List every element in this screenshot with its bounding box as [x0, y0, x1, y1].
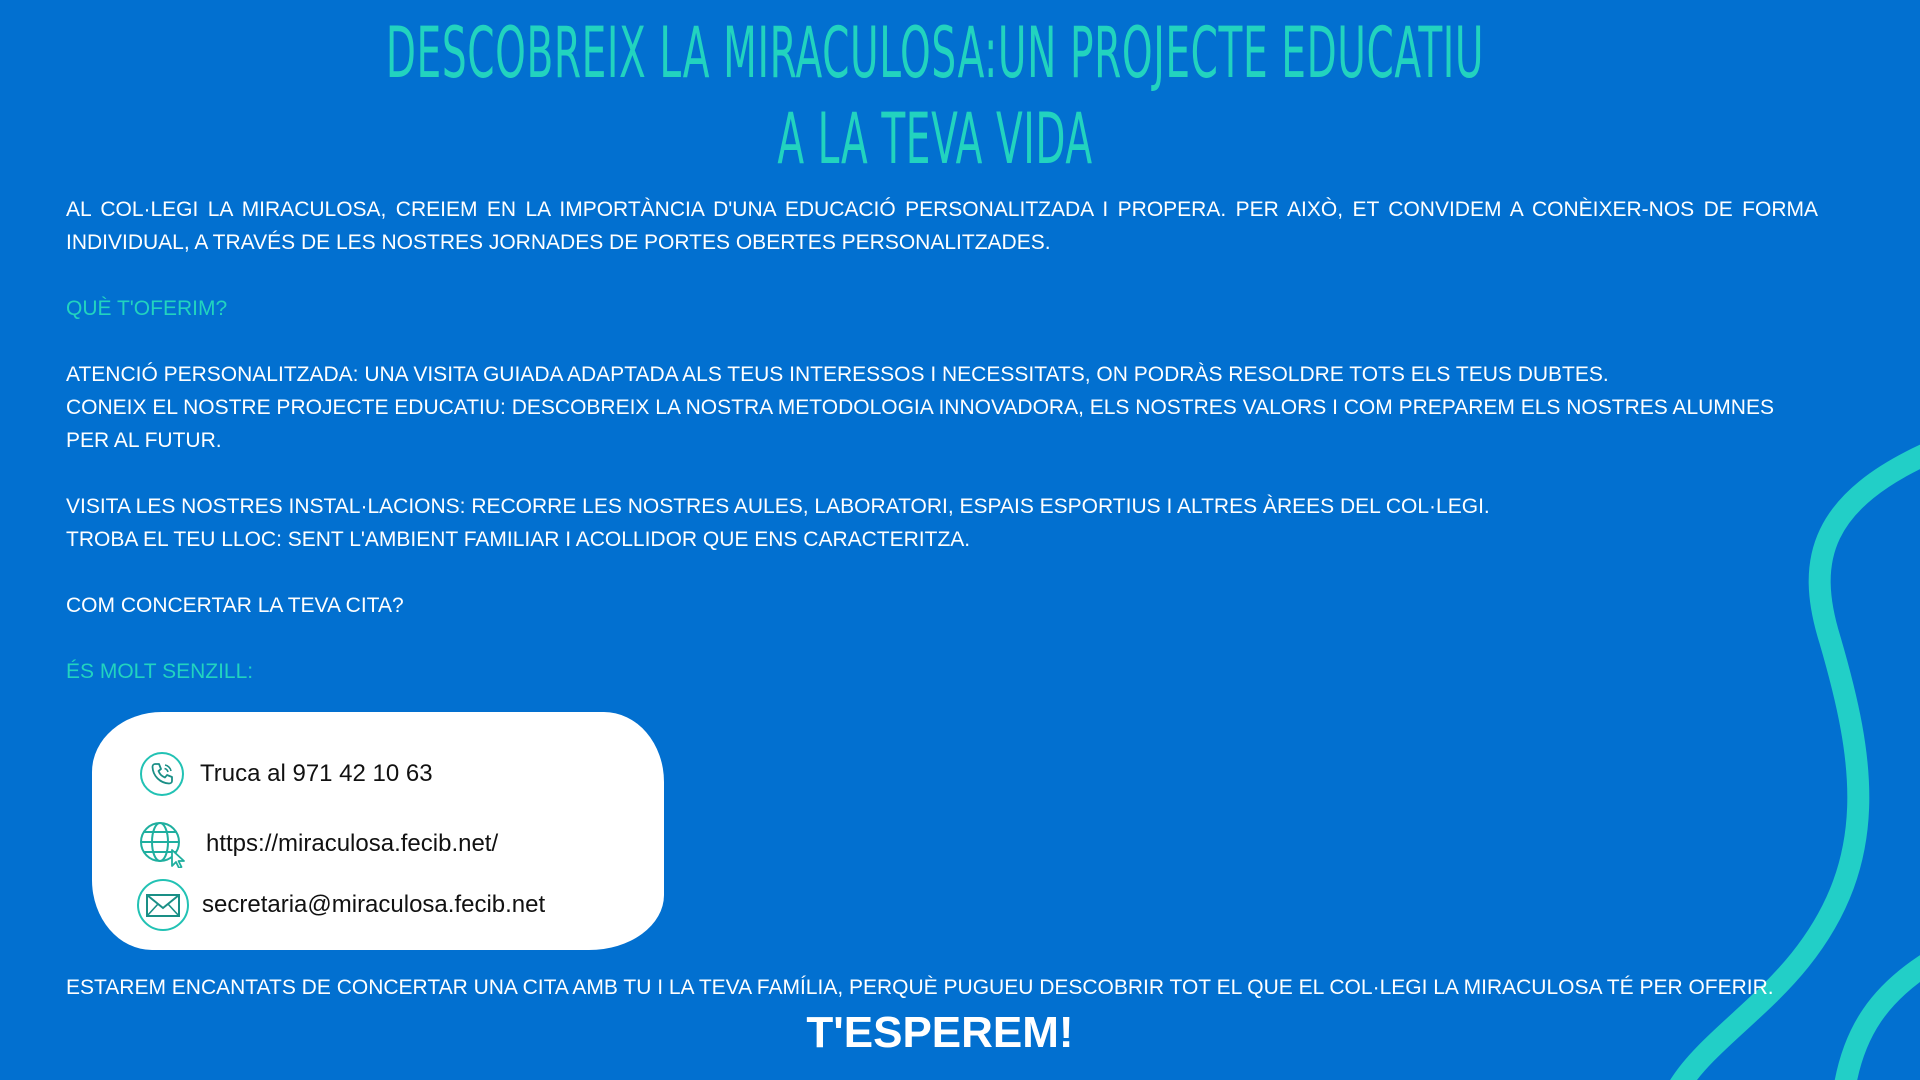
website-row[interactable] — [138, 820, 498, 868]
page-title-line2: A LA TEVA VIDA — [777, 98, 1093, 180]
closing-message: T'ESPEREM! — [806, 1008, 1074, 1057]
offer-item: TROBA EL TEU LLOC: SENT L'AMBIENT FAMILIAR I ACOLLIDOR QUE ENS CARACTERITZA. — [66, 528, 971, 551]
simple-label: ÉS MOLT SENZILL: — [66, 660, 254, 683]
phone-row[interactable] — [138, 750, 433, 798]
offer-item: CONEIX EL NOSTRE PROJECTE EDUCATIU: DESCOBREIX LA NOSTRA METODOLOGIA INNOVADORA, ELS NOSTRES VALORS I COM PREPAREM ELS NOSTRES ALUMNES PER AL FUTUR. — [66, 396, 1774, 452]
offer-item: VISITA LES NOSTRES INSTAL·LACIONS: RECORRE LES NOSTRES AULES, LABORATORI, ESPAIS ESPORTIUS I ALTRES ÀREES DEL COL·LEGI. — [66, 495, 1490, 518]
offer-heading: QUÈ T'OFERIM? — [66, 297, 228, 320]
offer-item: ATENCIÓ PERSONALITZADA: UNA VISITA GUIADA ADAPTADA ALS TEUS INTERESSOS I NECESSITATS, ON PODRÀS RESOLDRE TOTS ELS TEUS DUBTES. — [66, 363, 1609, 386]
appointment-heading: COM CONCERTAR LA TEVA CITA? — [66, 594, 404, 617]
phone-icon — [138, 750, 186, 798]
envelope-icon — [136, 878, 190, 932]
email-row[interactable] — [136, 878, 545, 932]
globe-icon — [138, 820, 186, 868]
website-link[interactable]: https://miraculosa.fecib.net/ — [206, 830, 499, 857]
intro-paragraph: AL COL·LEGI LA MIRACULOSA, CREIEM EN LA IMPORTÀNCIA D'UNA EDUCACIÓ PERSONALITZADA I PROPERA. PER AIXÒ, ET CONVIDEM A CONÈIXER-NOS DE FORMA INDIVIDUAL, A TRAVÉS DE LES NOSTRES JORNADES DE PORTES OBERTES PERSONALITZADES. — [66, 198, 1818, 254]
contact-card — [92, 712, 664, 950]
footer-text: ESTAREM ENCANTATS DE CONCERTAR UNA CITA AMB TU I LA TEVA FAMÍLIA, PERQUÈ PUGUEU DESCOBRIR TOT EL QUE EL COL·LEGI LA MIRACULOSA TÉ PER OFERIR. — [66, 976, 1774, 999]
email-link[interactable]: secretaria@miraculosa.fecib.net — [202, 891, 546, 918]
page-title-line1: DESCOBREIX LA MIRACULOSA:UN PROJECTE EDUCATIU — [385, 12, 1485, 94]
phone-text: Truca al 971 42 10 63 — [200, 760, 433, 787]
